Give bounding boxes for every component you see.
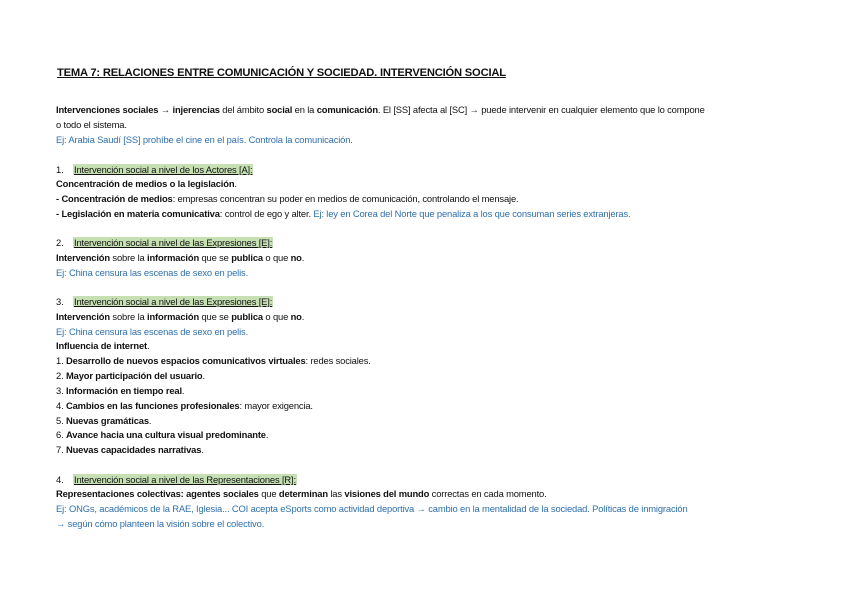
text: del ámbito	[219, 104, 267, 115]
bold-term: publica	[231, 311, 263, 322]
highlighted-heading: Intervención social a nivel de las Expresiones [E]:	[74, 296, 273, 307]
bold-term: Influencia de internet	[56, 340, 147, 351]
bold-term: Cambios en las funciones profesionales	[65, 400, 240, 411]
highlighted-heading: Intervención social a nivel de los Actores [A]:	[74, 164, 253, 175]
list-item	[56, 428, 268, 442]
page-title: TEMA 7: RELACIONES ENTRE COMUNICACIÓN Y SOCIEDAD. INTERVENCIÓN SOCIAL	[57, 67, 506, 79]
bold-term: no	[290, 311, 302, 322]
bold-term: Desarrollo de nuevos espacios comunicativos virtuales	[65, 355, 306, 366]
highlighted-heading: Intervención social a nivel de las Representaciones [R]:	[74, 474, 296, 485]
text: que se	[199, 311, 232, 322]
bold-term: información	[147, 252, 200, 263]
text: .	[265, 429, 269, 440]
bold-term: Avance hacia una cultura visual predominante	[65, 429, 266, 440]
list-item	[56, 369, 205, 383]
section-2-example: Ej: China censura las escenas de sexo en pelis.	[56, 267, 249, 278]
text: .	[234, 178, 237, 189]
list-item	[56, 414, 151, 428]
bold-term: Nuevas capacidades narrativas	[65, 444, 202, 455]
text: →	[158, 104, 173, 115]
bold-term: Mayor participación del usuario	[65, 370, 203, 381]
section-4-example-2: → según cómo planteen la visión sobre el colectivo.	[56, 518, 265, 529]
intro-example: Ej: Arabia Saudí [SS] prohíbe el cine en el país. Controla la comunicación.	[56, 134, 353, 145]
text: .	[301, 311, 305, 322]
bold-term: comunicación	[316, 104, 378, 115]
text: o que	[262, 311, 291, 322]
bold-term: social	[266, 104, 293, 115]
bold-term: agentes sociales	[186, 488, 259, 499]
text: que	[258, 488, 279, 499]
list-number: 1.	[56, 355, 66, 366]
text: o que	[262, 252, 291, 263]
list-number: 7.	[56, 444, 66, 455]
text: . El [SS] afecta al [SC] → puede intervenir en cualquier elemento que lo compone	[377, 104, 705, 115]
influence-heading	[56, 339, 149, 353]
section-3-example: Ej: China censura las escenas de sexo en pelis.	[56, 326, 249, 337]
text: .	[181, 385, 185, 396]
text: -	[56, 193, 62, 204]
text: en la	[292, 104, 317, 115]
text: : redes sociales.	[305, 355, 371, 366]
section-1-heading	[56, 163, 253, 177]
text: correctas en cada momento.	[429, 488, 547, 499]
text: que se	[199, 252, 232, 263]
bold-term: Concentración de medios	[61, 193, 173, 204]
intro-line-1	[56, 103, 705, 117]
section-4-example-1: Ej: ONGs, académicos de la RAE, Iglesia... COI acepta eSports como actividad deportiva → cambio en la mentalidad de la sociedad. Políticas de inmigración	[56, 503, 688, 514]
list-number: 5.	[56, 415, 66, 426]
text: sobre la	[109, 311, 148, 322]
section-1-line-2	[56, 192, 518, 206]
section-1-line-1	[56, 177, 237, 191]
list-number: 2.	[56, 370, 66, 381]
section-1-line-3	[56, 207, 631, 221]
bold-term: Legislación en materia comunicativa	[61, 208, 220, 219]
highlighted-heading: Intervención social a nivel de las Expresiones [E]:	[74, 237, 273, 248]
bold-term: Intervención	[56, 311, 110, 322]
text: -	[56, 208, 62, 219]
section-4-heading	[56, 473, 297, 487]
section-number: 4.	[56, 474, 64, 485]
section-2-line-1	[56, 251, 304, 265]
text: :	[180, 488, 187, 499]
bold-term: Información en tiempo real	[65, 385, 182, 396]
bold-term: publica	[231, 252, 263, 263]
bold-term: Intervención	[56, 252, 110, 263]
bold-term: no	[290, 252, 302, 263]
text: : mayor exigencia.	[239, 400, 313, 411]
text: sobre la	[109, 252, 148, 263]
bold-term: información	[147, 311, 200, 322]
section-3-line-1	[56, 310, 304, 324]
list-item	[56, 354, 371, 368]
list-item	[56, 399, 313, 413]
bold-term: Concentración de medios o la legislación	[56, 178, 235, 189]
section-number: 3.	[56, 296, 64, 307]
text: .	[147, 340, 150, 351]
text: .	[301, 252, 305, 263]
text: .	[202, 370, 205, 381]
section-2-heading	[56, 236, 273, 250]
text: .	[148, 415, 152, 426]
text: .	[201, 444, 204, 455]
bold-term: determinan	[278, 488, 328, 499]
bold-term: Nuevas gramáticas	[65, 415, 149, 426]
text: las	[327, 488, 345, 499]
intro-line-2: o todo el sistema.	[56, 119, 127, 130]
list-item	[56, 443, 204, 457]
text: : control de ego y alter.	[219, 208, 314, 219]
text: : empresas concentran su poder en medios de comunicación, controlando el mensaje.	[172, 193, 519, 204]
example-text: Ej: ley en Corea del Norte que penaliza a los que consuman series extranjeras.	[313, 208, 631, 219]
list-number: 6.	[56, 429, 66, 440]
section-number: 1.	[56, 164, 64, 175]
section-number: 2.	[56, 237, 64, 248]
section-3-heading	[56, 295, 273, 309]
list-number: 4.	[56, 400, 66, 411]
bold-term: injerencias	[172, 104, 220, 115]
list-number: 3.	[56, 385, 66, 396]
section-4-line-1	[56, 487, 547, 501]
bold-term: Intervenciones sociales	[56, 104, 159, 115]
bold-term: Representaciones colectivas	[56, 488, 181, 499]
list-item	[56, 384, 184, 398]
bold-term: visiones del mundo	[344, 488, 430, 499]
